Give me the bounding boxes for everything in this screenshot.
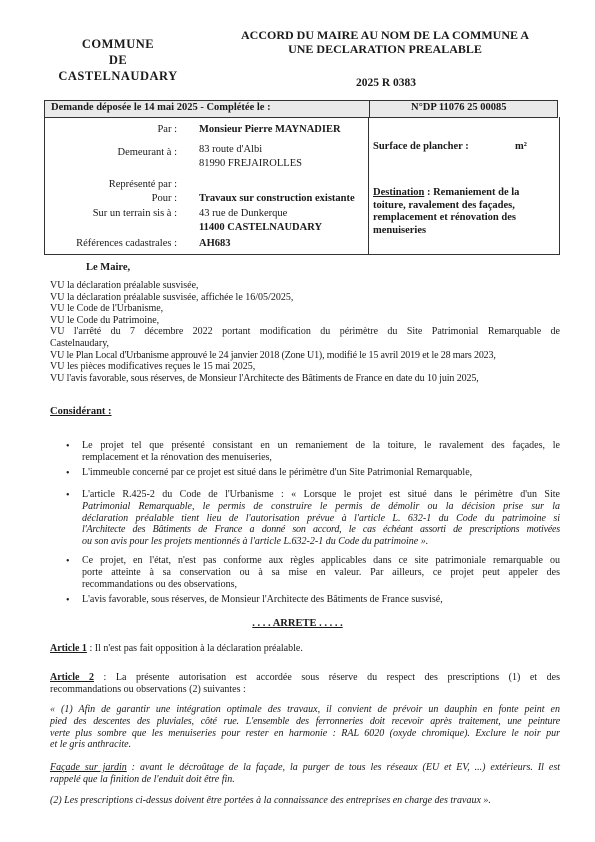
represente-label: Représenté par :: [108, 179, 177, 190]
destination-text3: remplacement et rénovation des: [373, 212, 516, 223]
prescription-line: et le gris anthracite.: [50, 739, 132, 751]
item-line: recommandations ou des observations,: [82, 578, 237, 590]
commune-line3: CASTELNAUDARY: [58, 69, 178, 83]
bullet-icon: •: [66, 441, 70, 452]
commune-line2: DE: [108, 53, 128, 67]
article-1: [50, 643, 303, 654]
request-date: Demande déposée le 14 mai 2025 - Complétée le :: [51, 102, 271, 113]
prescription-line: « (1) Afin de garantir une intégration optimale des travaux, il convient de prévoir un dauphin en fonte peint en: [50, 704, 560, 715]
cadastre-label: Références cadastrales :: [76, 238, 177, 249]
bullet-icon: •: [66, 468, 70, 479]
item-line: Ce projet, en l'état, n'est pas conforme aux règles applicables dans ce site patrimoniale remarquable ou: [82, 555, 560, 566]
vu-line: VU les pièces modificatives reçues le 15 mai 2025,: [50, 361, 256, 373]
item-line: l'Architecte des Bâtiments de France a donné son accord, le cas échéant assorti de prescriptions motivées: [82, 524, 560, 536]
document-title: [210, 28, 560, 56]
dossier-number: N°DP 11076 25 00085: [411, 102, 507, 113]
bullet-icon: •: [66, 556, 70, 567]
title-line2: UNE DECLARATION PREALABLE: [288, 42, 482, 56]
considerant-item: [82, 594, 560, 606]
prescription-block: [50, 704, 560, 751]
cadastre-value: AH683: [199, 238, 231, 249]
destination-block: [373, 187, 555, 237]
info-divider: [368, 117, 369, 254]
destination-text4: menuiseries: [373, 224, 427, 236]
bullet-icon: •: [66, 595, 70, 606]
item-line: Patrimonial Remarquable, le permis de construire le permis de démolir ou la décision prise sur la: [82, 500, 560, 512]
article-2: [50, 672, 560, 696]
commune-header: [58, 36, 178, 84]
applicant-info-box: [44, 117, 560, 255]
article-2-line2: recommandations ou observations (2) suivantes :: [50, 683, 246, 695]
vu-line: Castelnaudary,: [50, 337, 110, 349]
vu-list: [50, 280, 560, 384]
reference-number: 2025 R 0383: [356, 77, 417, 89]
vu-line: VU le Plan Local d'Urbanisme approuvé le 24 janvier 2018 (Zone U1), modifié le 15 avril 2019 et le 28 mars 2023,: [50, 349, 496, 361]
header-divider: [369, 101, 370, 117]
facade-label: Façade sur jardin: [50, 762, 127, 773]
article-2-line1: : La présente autorisation est accordée sous réserve du respect des prescriptions (1) et des: [93, 672, 560, 683]
destination-text2: toiture, ravalement des façades,: [373, 199, 515, 211]
demeurant-line2: 81990 FREJAIROLLES: [199, 158, 302, 169]
item-line: porte atteinte à sa conservation ou à sa mise en valeur. Par ailleurs, ce projet peut appeler des: [82, 566, 560, 578]
facade-line2: rappelé que la finition de l'enduit doit être fin.: [50, 773, 235, 785]
article-1-label: Article 1: [50, 643, 87, 654]
article-1-text: : Il n'est pas fait opposition à la déclaration préalable.: [86, 643, 303, 654]
pour-label: Pour :: [151, 193, 177, 204]
prescription-line: verte plus sombre que les menuiseries pour rester en harmonie : RAL 6020 (oxyde chromique). Exclure le noir pur: [50, 727, 560, 739]
vu-line: VU la déclaration préalable susvisée,: [50, 280, 199, 291]
item-line: L'article R.425-2 du Code de l'Urbanisme : « Lorsque le projet est situé dans le périmètre d'un Site: [82, 489, 560, 500]
bullet-icon: •: [66, 490, 70, 501]
item-line: déclaration préalable tient lieu de l'autorisation prévue à l'article L. 632-1 du Code du patrimoine si: [82, 512, 560, 524]
facade-block: [50, 762, 560, 786]
surface-label: Surface de plancher :: [373, 141, 469, 152]
item-line: ou son avis pour les projets mentionnés à l'article L.632-2-1 du Code du patrimoine ».: [82, 536, 429, 548]
item-line: L'avis favorable, sous réserves, de Monsieur l'Architecte des Bâtiments de France susvisé,: [82, 594, 443, 605]
vu-line: VU le Code du Patrimoine,: [50, 314, 160, 326]
surface-unit: m²: [515, 141, 527, 152]
considerant-item: [82, 555, 560, 590]
facade-line1: : avant le décroûtage de la façade, la purger de tous les réseaux (EU et EV, ...) extérieurs. Il est: [126, 762, 561, 773]
article-2-label: Article 2: [50, 672, 94, 683]
considerant-item: [82, 467, 560, 479]
vu-line: VU le Code de l'Urbanisme,: [50, 303, 164, 315]
par-value: Monsieur Pierre MAYNADIER: [199, 124, 341, 135]
pour-value: Travaux sur construction existante: [199, 193, 355, 204]
prescription-line: pied des descentes des pluviales, côté rue. L'ensemble des ferronneries doit recevoir après traitement, une peinture: [50, 715, 560, 727]
terrain-label: Sur un terrain sis à :: [92, 208, 177, 219]
destination-label: Destination: [373, 187, 425, 198]
par-label: Par :: [157, 124, 177, 135]
request-header-box: [44, 100, 558, 118]
vu-line: VU la déclaration préalable susvisée, affichée le 16/05/2025,: [50, 291, 294, 303]
terrain-line1: 43 rue de Dunkerque: [199, 208, 288, 219]
terrain-line2: 11400 CASTELNAUDARY: [199, 222, 323, 233]
vu-line: VU l'avis favorable, sous réserves, de Monsieur l'Architecte des Bâtiments de France en date du 10 juin 2025,: [50, 372, 479, 384]
closing-note: (2) Les prescriptions ci-dessus doivent être portées à la connaissance des entreprises en charge des travaux ».: [50, 795, 491, 806]
title-line1: ACCORD DU MAIRE AU NOM DE LA COMMUNE A: [241, 28, 529, 42]
demeurant-label: Demeurant à :: [117, 147, 177, 158]
demeurant-line1: 83 route d'Albi: [199, 144, 263, 155]
item-line: L'immeuble concerné par ce projet est situé dans le périmètre d'un Site Patrimonial Remarquable,: [82, 467, 473, 478]
considerant-heading: Considérant :: [50, 406, 112, 417]
destination-text1: : Remaniement de la: [424, 187, 520, 198]
considerant-item: [82, 440, 560, 464]
commune-line1: COMMUNE: [81, 37, 155, 51]
vu-line: VU l'arrêté du 7 décembre 2022 portant modification du périmètre du Site Patrimonial Remarquable de: [50, 326, 560, 338]
considerant-item: [82, 489, 560, 548]
arrete-heading: . . . . ARRETE . . . . .: [252, 618, 343, 629]
item-line: Le projet tel que présenté consistant en un remaniement de la toiture, le ravalement des façades, le: [82, 440, 560, 451]
item-line: remplacement et la rénovation des menuiseries,: [82, 451, 272, 463]
maire-heading: Le Maire,: [86, 262, 131, 273]
